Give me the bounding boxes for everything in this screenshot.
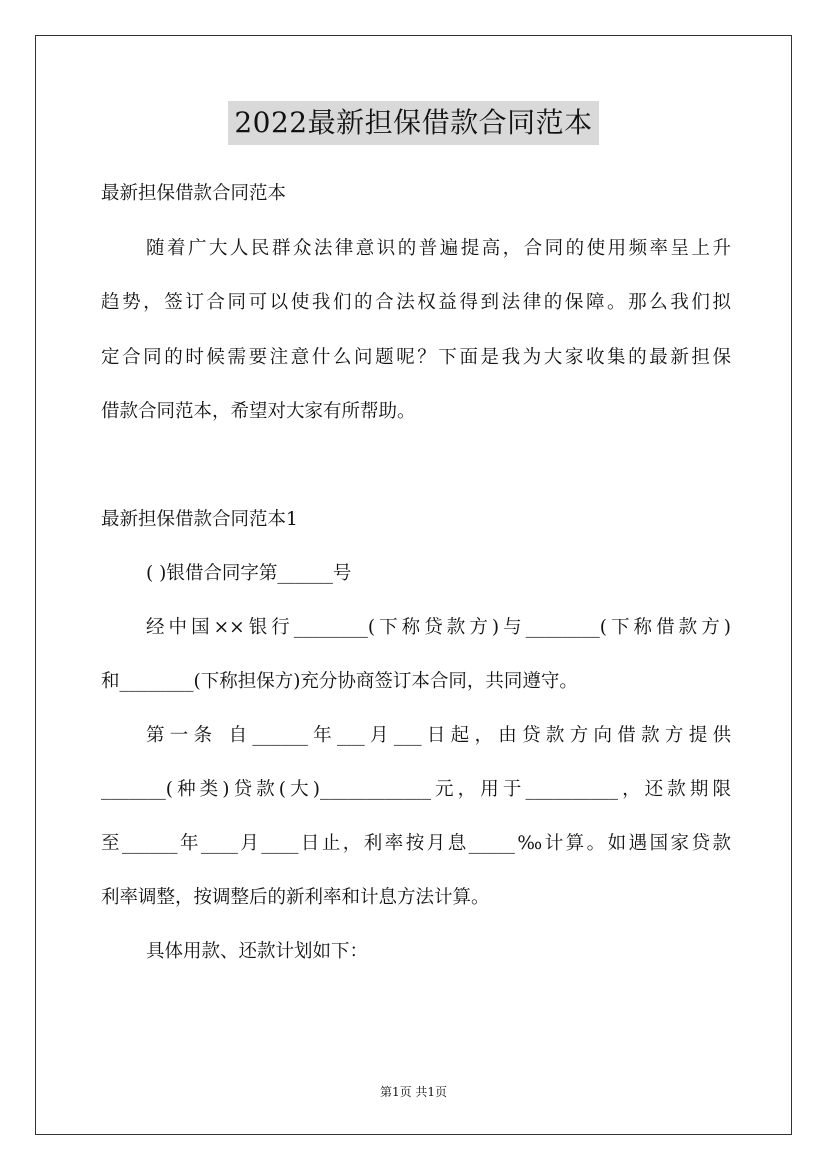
article-1-line-2: _______(种类)贷款(大)____________元，用于__________，还款期限 bbox=[101, 779, 731, 800]
section-heading: 最新担保借款合同范本 bbox=[101, 183, 287, 204]
article-1-line-4: 利率调整，按调整后的新利率和计息方法计算。 bbox=[101, 887, 490, 908]
parties-line-2: 和________(下称担保方)充分协商签订本合同，共同遵守。 bbox=[101, 671, 578, 692]
article-1-line-3: 至______年____月____日止，利率按月息_____‰计算。如遇国家贷款 bbox=[101, 833, 731, 854]
parties-line-1: 经中国××银行________(下称贷款方)与________(下称借款方) bbox=[146, 617, 731, 638]
sample-heading: 最新担保借款合同范本1 bbox=[101, 509, 298, 530]
document-title: 2022最新担保借款合同范本 bbox=[228, 101, 598, 145]
contract-number-line: ( )银借合同字第______号 bbox=[146, 563, 352, 584]
page-footer: 第1页 共1页 bbox=[379, 1085, 448, 1099]
intro-line-2: 趋势，签订合同可以使我们的合法权益得到法律的保障。那么我们拟 bbox=[101, 292, 731, 313]
intro-line-1: 随着广大人民群众法律意识的普遍提高，合同的使用频率呈上升 bbox=[146, 238, 731, 259]
title-container bbox=[0, 101, 827, 145]
plan-line: 具体用款、还款计划如下： bbox=[146, 941, 369, 962]
intro-line-3: 定合同的时候需要注意什么问题呢？下面是我为大家收集的最新担保 bbox=[101, 347, 731, 368]
intro-line-4: 借款合同范本，希望对大家有所帮助。 bbox=[101, 401, 416, 422]
article-1-line-1: 第一条 自______年___月___日起，由贷款方向借款方提供 bbox=[146, 725, 731, 746]
